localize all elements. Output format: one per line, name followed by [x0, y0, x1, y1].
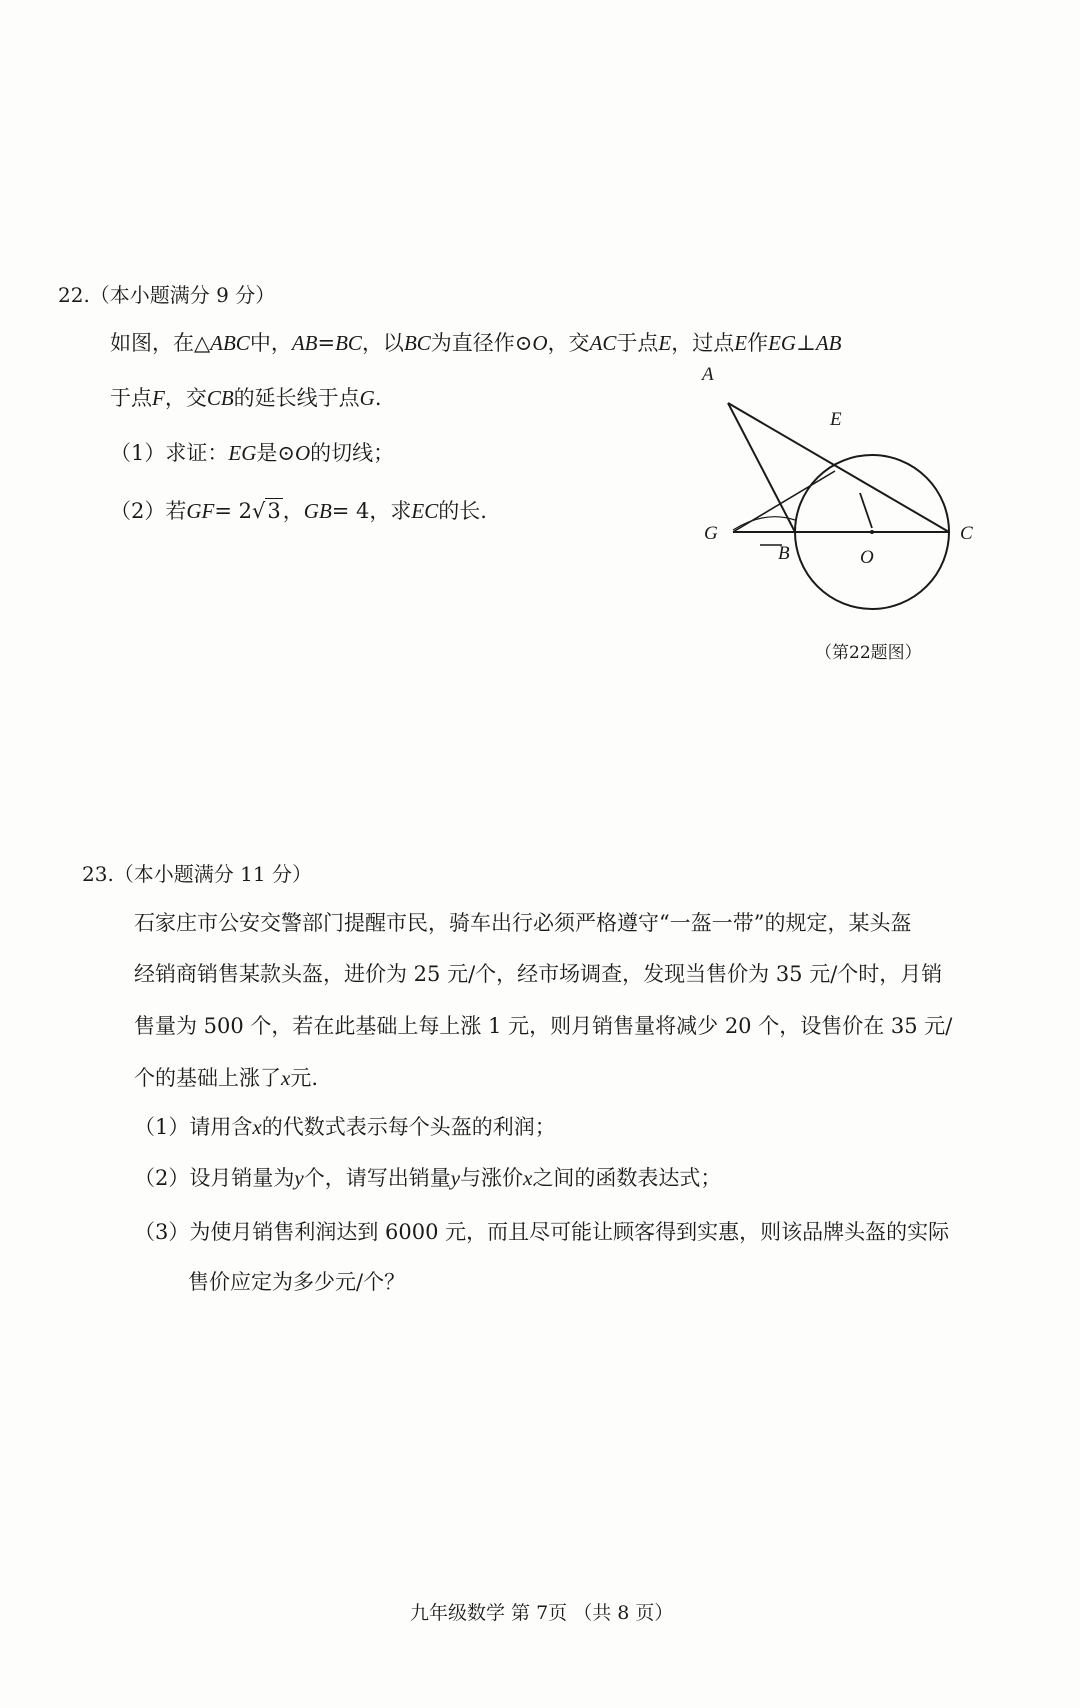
label-b: B [778, 543, 790, 564]
point-o [870, 530, 874, 534]
page-footer: 九年级数学 第 7页 （共 8 页） [410, 1602, 674, 1624]
q23-stem-line4: 个的基础上涨了x元. [134, 1066, 319, 1090]
sqrt-sign: √ [252, 499, 266, 523]
q23-header: 23.（本小题满分 11 分） [82, 862, 312, 886]
q22-header: 22.（本小题满分 9 分） [58, 283, 276, 307]
label-g: G [704, 523, 718, 544]
q23-subquestion-1: （1）请用含x的代数式表示每个头盔的利润； [134, 1115, 556, 1139]
label-a: A [702, 364, 714, 385]
q22-subquestion-2: （2）若GF= 2√3，GB= 4，求EC的长. [110, 499, 487, 523]
q23-subquestion-2: （2）设月销量为y个，请写出销量y与涨价x之间的函数表达式； [134, 1166, 722, 1190]
q23-stem-line2: 经销商销售某款头盔，进价为 25 元/个，经市场调查，发现当售价为 35 元/个时，月销 [134, 962, 943, 986]
q22-stem-line2: 于点F，交CB的延长线于点G. [110, 386, 382, 410]
q22-stem-line1: 如图，在△ABC中，AB=BC，以BC为直径作⊙O，交AC于点E，过点E作EG⊥AB [110, 331, 842, 355]
q23-subquestion-3: （3）为使月销售利润达到 6000 元，而且尽可能让顾客得到实惠，则该品牌头盔的实际 [134, 1220, 950, 1244]
q22-subquestion-1: （1）求证：EG是⊙O的切线； [110, 441, 395, 465]
q23-subquestion-3-cont: 售价应定为多少元/个？ [188, 1270, 406, 1294]
segment-ge [733, 471, 835, 532]
q23-stem-line1: 石家庄市公安交警部门提醒市民，骑车出行必须严格遵守“一盔一带”的规定，某头盔 [134, 911, 912, 935]
q22-figure-caption: （第22题图） [815, 643, 922, 663]
q22-geometry-figure [690, 364, 1010, 640]
pencil-arc [733, 517, 795, 530]
label-e: E [830, 409, 842, 430]
segment-oe-pencil [860, 493, 872, 528]
label-o: O [860, 547, 874, 568]
label-c: C [960, 523, 973, 544]
q23-stem-line3: 售量为 500 个，若在此基础上每上涨 1 元，则月销售量将减少 20 个，设售价在 35 元/ [134, 1014, 953, 1038]
